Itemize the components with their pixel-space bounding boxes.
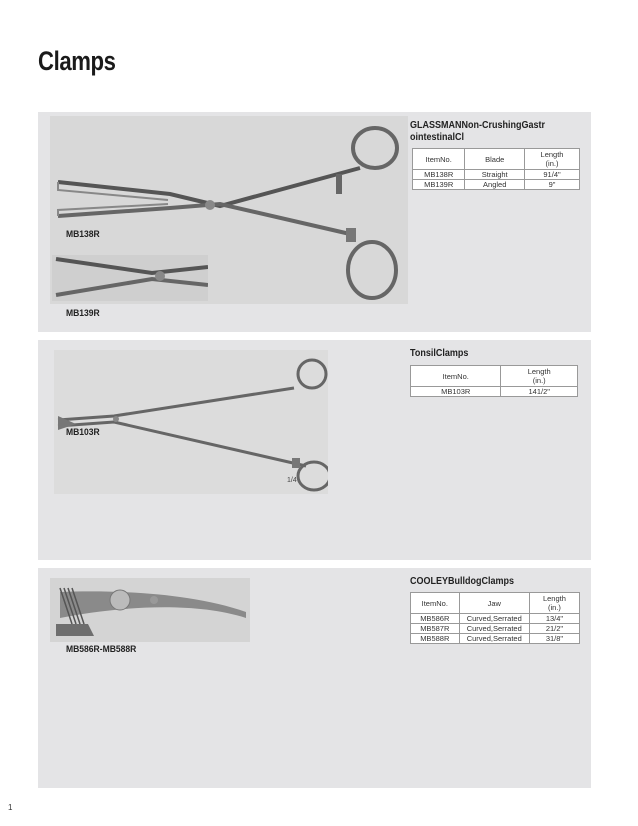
- column-header-text: Length (in.): [540, 150, 564, 168]
- table-cell: 141/2": [501, 387, 578, 397]
- spec-table: [410, 592, 580, 644]
- product-photo-mb139r: [52, 255, 208, 301]
- product-photo-mb103r: [54, 350, 328, 494]
- column-header: [525, 149, 580, 170]
- column-header: [529, 593, 579, 614]
- photo-label: MB138R: [66, 229, 100, 240]
- page-title: Clamps: [38, 46, 116, 76]
- table-cell: MB587R: [411, 624, 460, 634]
- spec-table: [412, 148, 580, 190]
- column-header-text: Length (in.): [527, 367, 551, 385]
- column-header: Jaw: [459, 593, 529, 614]
- table-header-row: [411, 593, 580, 614]
- table-cell: Curved,Serrated: [459, 614, 529, 624]
- table-cell: MB586R: [411, 614, 460, 624]
- photo-mark: 1/4: [287, 477, 297, 484]
- table-row: [413, 170, 580, 180]
- spec-table: [410, 365, 578, 397]
- product-title: COOLEYBulldogClamps: [410, 576, 515, 587]
- table-cell: 31/8": [529, 634, 579, 644]
- table-cell: Angled: [465, 180, 525, 190]
- photo-label: MB103R: [66, 427, 100, 438]
- table-cell: MB139R: [413, 180, 465, 190]
- column-header: ItemNo.: [411, 593, 460, 614]
- column-header-text: Length (in.): [542, 594, 566, 612]
- product-photo-mb586r-mb588r: [50, 578, 250, 642]
- product-title: TonsilClamps: [410, 348, 469, 359]
- table-row: [411, 387, 578, 397]
- table-row: [411, 634, 580, 644]
- table-header-row: [411, 366, 578, 387]
- column-header: ItemNo.: [411, 366, 501, 387]
- table-cell: Straight: [465, 170, 525, 180]
- column-header: ItemNo.: [413, 149, 465, 170]
- table-cell: Curved,Serrated: [459, 634, 529, 644]
- table-row: [411, 624, 580, 634]
- table-cell: 21/2": [529, 624, 579, 634]
- table-cell: Curved,Serrated: [459, 624, 529, 634]
- product-section-cooley: [38, 568, 591, 788]
- table-cell: MB103R: [411, 387, 501, 397]
- page-number: 1: [8, 803, 13, 812]
- photo-label: MB586R-MB588R: [66, 644, 137, 655]
- table-cell: MB588R: [411, 634, 460, 644]
- column-header: Blade: [465, 149, 525, 170]
- column-header: [501, 366, 578, 387]
- product-section-tonsil: [38, 340, 591, 560]
- table-cell: 13/4": [529, 614, 579, 624]
- photo-label: MB139R: [66, 308, 100, 319]
- product-title: GLASSMANNon-CrushingGastrointestinalCl: [410, 120, 545, 143]
- table-cell: MB138R: [413, 170, 465, 180]
- table-row: [413, 180, 580, 190]
- table-header-row: [413, 149, 580, 170]
- table-cell: 9": [525, 180, 580, 190]
- table-row: [411, 614, 580, 624]
- table-cell: 91/4": [525, 170, 580, 180]
- product-section-glassman: [38, 112, 591, 332]
